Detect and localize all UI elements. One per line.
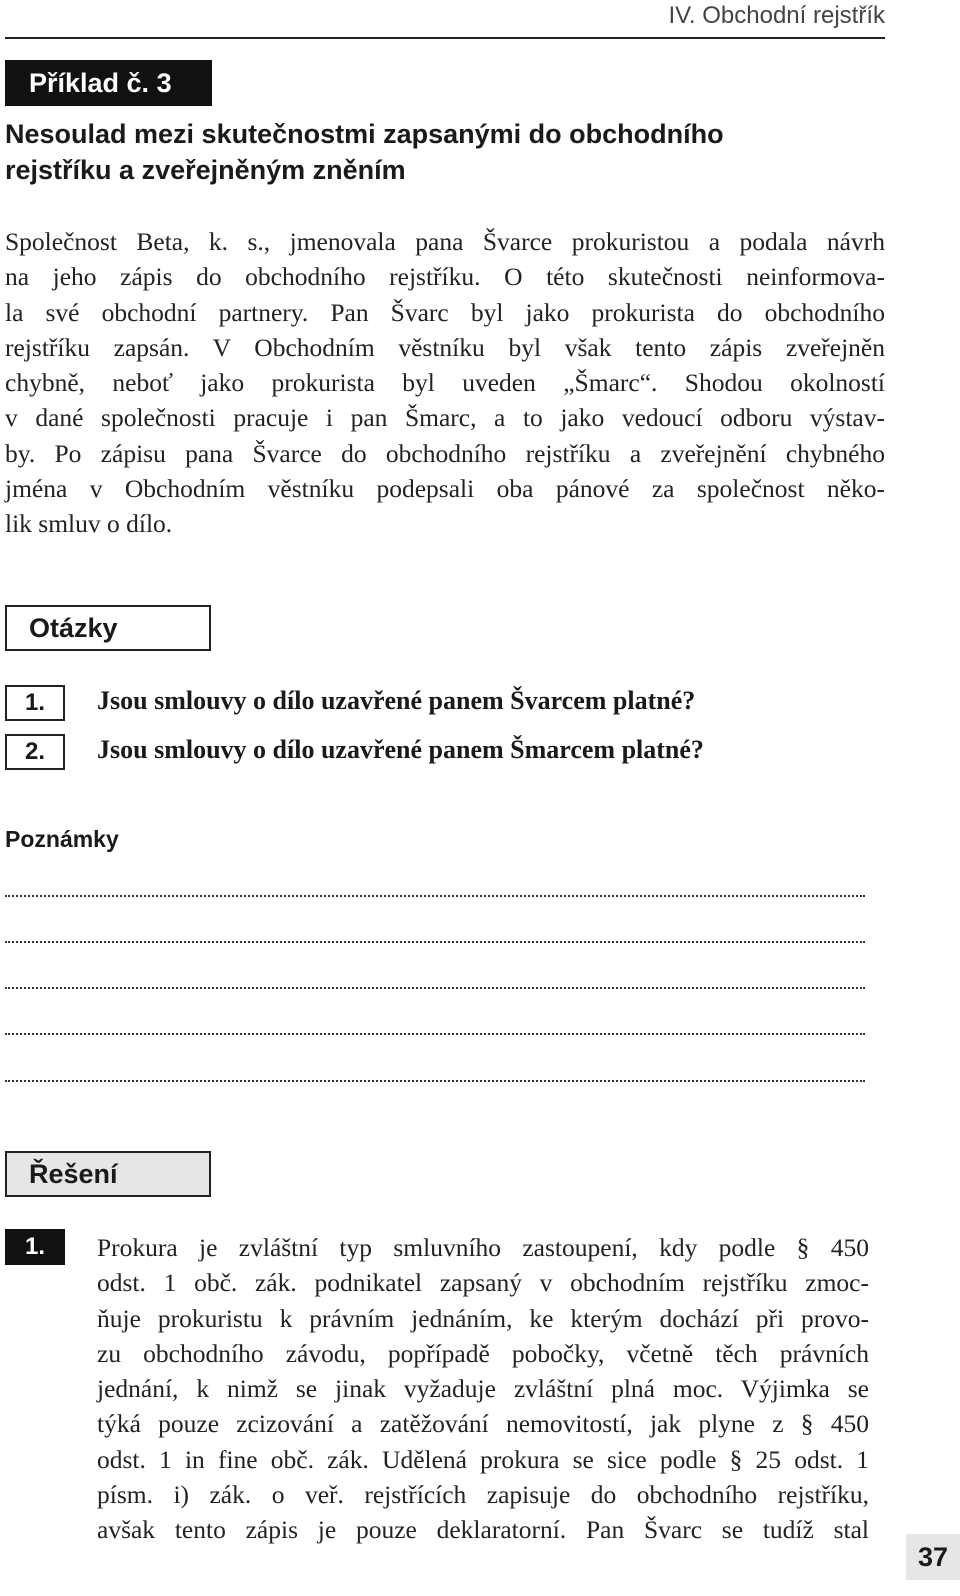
notes-line (5, 1033, 865, 1035)
example-title-line: rejstříku a zveřejněným zněním (5, 155, 406, 185)
text-line: Společnost Beta, k. s., jmenovala pana Švarce prokuristou a podala návrh (5, 227, 885, 256)
notes-line (5, 987, 865, 989)
notes-line (5, 895, 865, 897)
text-line: jednání, k nimž se jinak vyžaduje zvláštní plná moc. Výjimka se (97, 1374, 869, 1404)
question-text: Jsou smlouvy o dílo uzavřené panem Švarcem platné? (97, 686, 696, 715)
text-line: ňuje prokuristu k právním jednáním, ke kterým dochází při provo- (97, 1303, 869, 1333)
question-text: Jsou smlouvy o dílo uzavřené panem Šmarcem platné? (97, 735, 704, 764)
example-text (5, 224, 885, 542)
text-line: la své obchodní partnery. Pan Švarc byl jako prokurista do obchodního (5, 297, 885, 327)
text-line: by. Po zápisu pana Švarce do obchodního rejstříku a zveřejnění chybného (5, 438, 885, 468)
text-line: Prokura je zvláštní typ smluvního zastoupení, kdy podle § 450 (97, 1233, 869, 1262)
solution-text (97, 1230, 869, 1548)
notes-line (5, 941, 865, 943)
text-line: odst. 1 in fine obč. zák. Udělená prokura se sice podle § 25 odst. 1 (97, 1444, 869, 1474)
text-line: na jeho zápis do obchodního rejstříku. O této skutečnosti neinformova- (5, 262, 885, 292)
header-rule (5, 37, 885, 39)
example-label: Příklad č. 3 (5, 60, 212, 106)
running-head: IV. Obchodní rejstřík (668, 2, 885, 29)
solution-number: 1. (5, 1229, 65, 1265)
text-line: týká pouze zcizování a zatěžování nemovitostí, jak plyne z § 450 (97, 1409, 869, 1439)
question-number: 1. (5, 685, 65, 721)
notes-line (5, 1080, 865, 1082)
questions-heading: Otázky (5, 605, 211, 651)
text-line: chybně, neboť jako prokurista byl uveden „Šmarc“. Shodou okolností (5, 368, 885, 398)
text-line: lik smluv o dílo. (5, 509, 173, 539)
text-line: zu obchodního závodu, popřípadě pobočky, včetně těch právních (97, 1338, 869, 1368)
example-title (5, 116, 885, 188)
solution-heading: Řešení (5, 1151, 211, 1197)
text-line: jména v Obchodním věstníku podepsali oba pánové za společnost něko- (5, 474, 885, 504)
text-line: odst. 1 obč. zák. podnikatel zapsaný v obchodním rejstříku zmoc- (97, 1268, 869, 1298)
question-number: 2. (5, 734, 65, 770)
text-line: v dané společnosti pracuje i pan Šmarc, a to jako vedoucí odboru výstav- (5, 403, 885, 433)
text-line: avšak tento zápis je pouze deklaratorní. Pan Švarc se tudíž stal (97, 1515, 869, 1545)
text-line: písm. i) zák. o veř. rejstřících zapisuje do obchodního rejstříku, (97, 1480, 869, 1510)
notes-heading: Poznámky (5, 826, 119, 852)
text-line: rejstříku zapsán. V Obchodním věstníku byl však tento zápis zveřejněn (5, 332, 885, 362)
example-title-line: Nesoulad mezi skutečnostmi zapsanými do obchodního (5, 119, 724, 149)
page-number: 37 (906, 1534, 960, 1580)
